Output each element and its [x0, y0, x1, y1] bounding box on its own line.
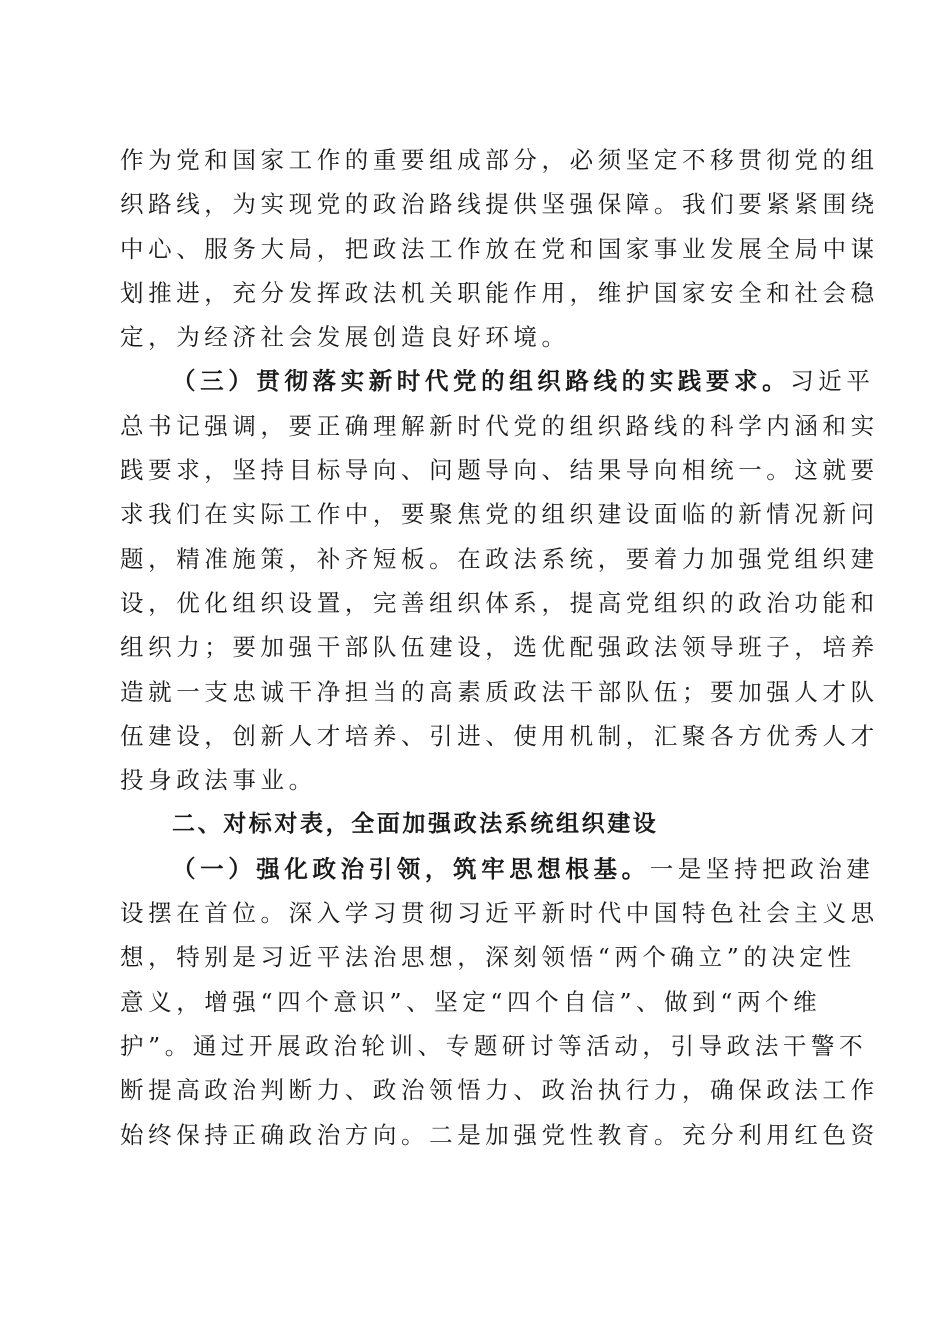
text-line: 中心、服务大局，把政法工作放在党和国家事业发展全局中谋 [120, 234, 879, 263]
text-line: 始终保持正确政治方向。二是加强党性教育。充分利用红色资 [120, 1120, 879, 1149]
text-line: 织路线，为实现党的政治路线提供坚强保障。我们要紧紧围绕 [120, 190, 879, 219]
text-line: 总书记强调，要正确理解新时代党的组织路线的科学内涵和实 [120, 411, 879, 440]
subsection-title: （一）强化政治引领，筑牢思想根基。 [172, 854, 650, 883]
text-line: 求我们在实际工作中，要聚焦党的组织建设面临的新情况新问 [120, 500, 879, 529]
text-line: 题，精准施策，补齐短板。在政法系统，要着力加强党组织建 [120, 544, 879, 573]
text-line: 作为党和国家工作的重要组成部分，必须坚定不移贯彻党的组 [120, 146, 879, 174]
text-line: 伍建设，创新人才培养、引进、使用机制，汇聚各方优秀人才 [120, 721, 879, 750]
text-line: 践要求，坚持目标导向、问题导向、结果导向相统一。这就要 [120, 456, 879, 485]
text-line: 设，优化组织设置，完善组织体系，提高党组织的政治功能和 [120, 588, 879, 617]
text-line: 划推进，充分发挥政法机关职能作用，维护国家安全和社会稳 [120, 278, 879, 307]
paragraph-first-line [120, 359, 875, 403]
text-line: 定，为经济社会发展创造良好环境。 [120, 323, 570, 352]
text-line: 想，特别是习近平法治思想，深刻领悟“两个确立”的决定性 [120, 943, 856, 972]
text-run: 一是坚持把政治建 [649, 854, 875, 883]
text-line: 投身政法事业。 [120, 766, 317, 795]
section-heading: 二、对标对表，全面加强政法系统组织建设 [172, 811, 659, 838]
document-body [120, 138, 879, 1157]
text-line: 断提高政治判断力、政治领悟力、政治执行力，确保政法工作 [120, 1076, 879, 1105]
subsection-title: （三）贯彻落实新时代党的组织路线的实践要求。 [172, 367, 791, 396]
text-line: 设摆在首位。深入学习贯彻习近平新时代中国特色社会主义思 [120, 899, 879, 928]
text-line: 组织力；要加强干部队伍建设，选优配强政法领导班子，培养 [120, 633, 879, 662]
text-line: 造就一支忠诚干净担当的高素质政法干部队伍；要加强人才队 [120, 677, 879, 706]
text-line: 护”。通过开展政治轮训、专题研讨等活动，引导政法干警不 [120, 1031, 868, 1060]
text-run: 习近平 [790, 367, 875, 396]
text-line: 意义，增强“四个意识”、坚定“四个自信”、做到“两个维 [120, 987, 822, 1016]
paragraph-first-line [120, 847, 875, 891]
